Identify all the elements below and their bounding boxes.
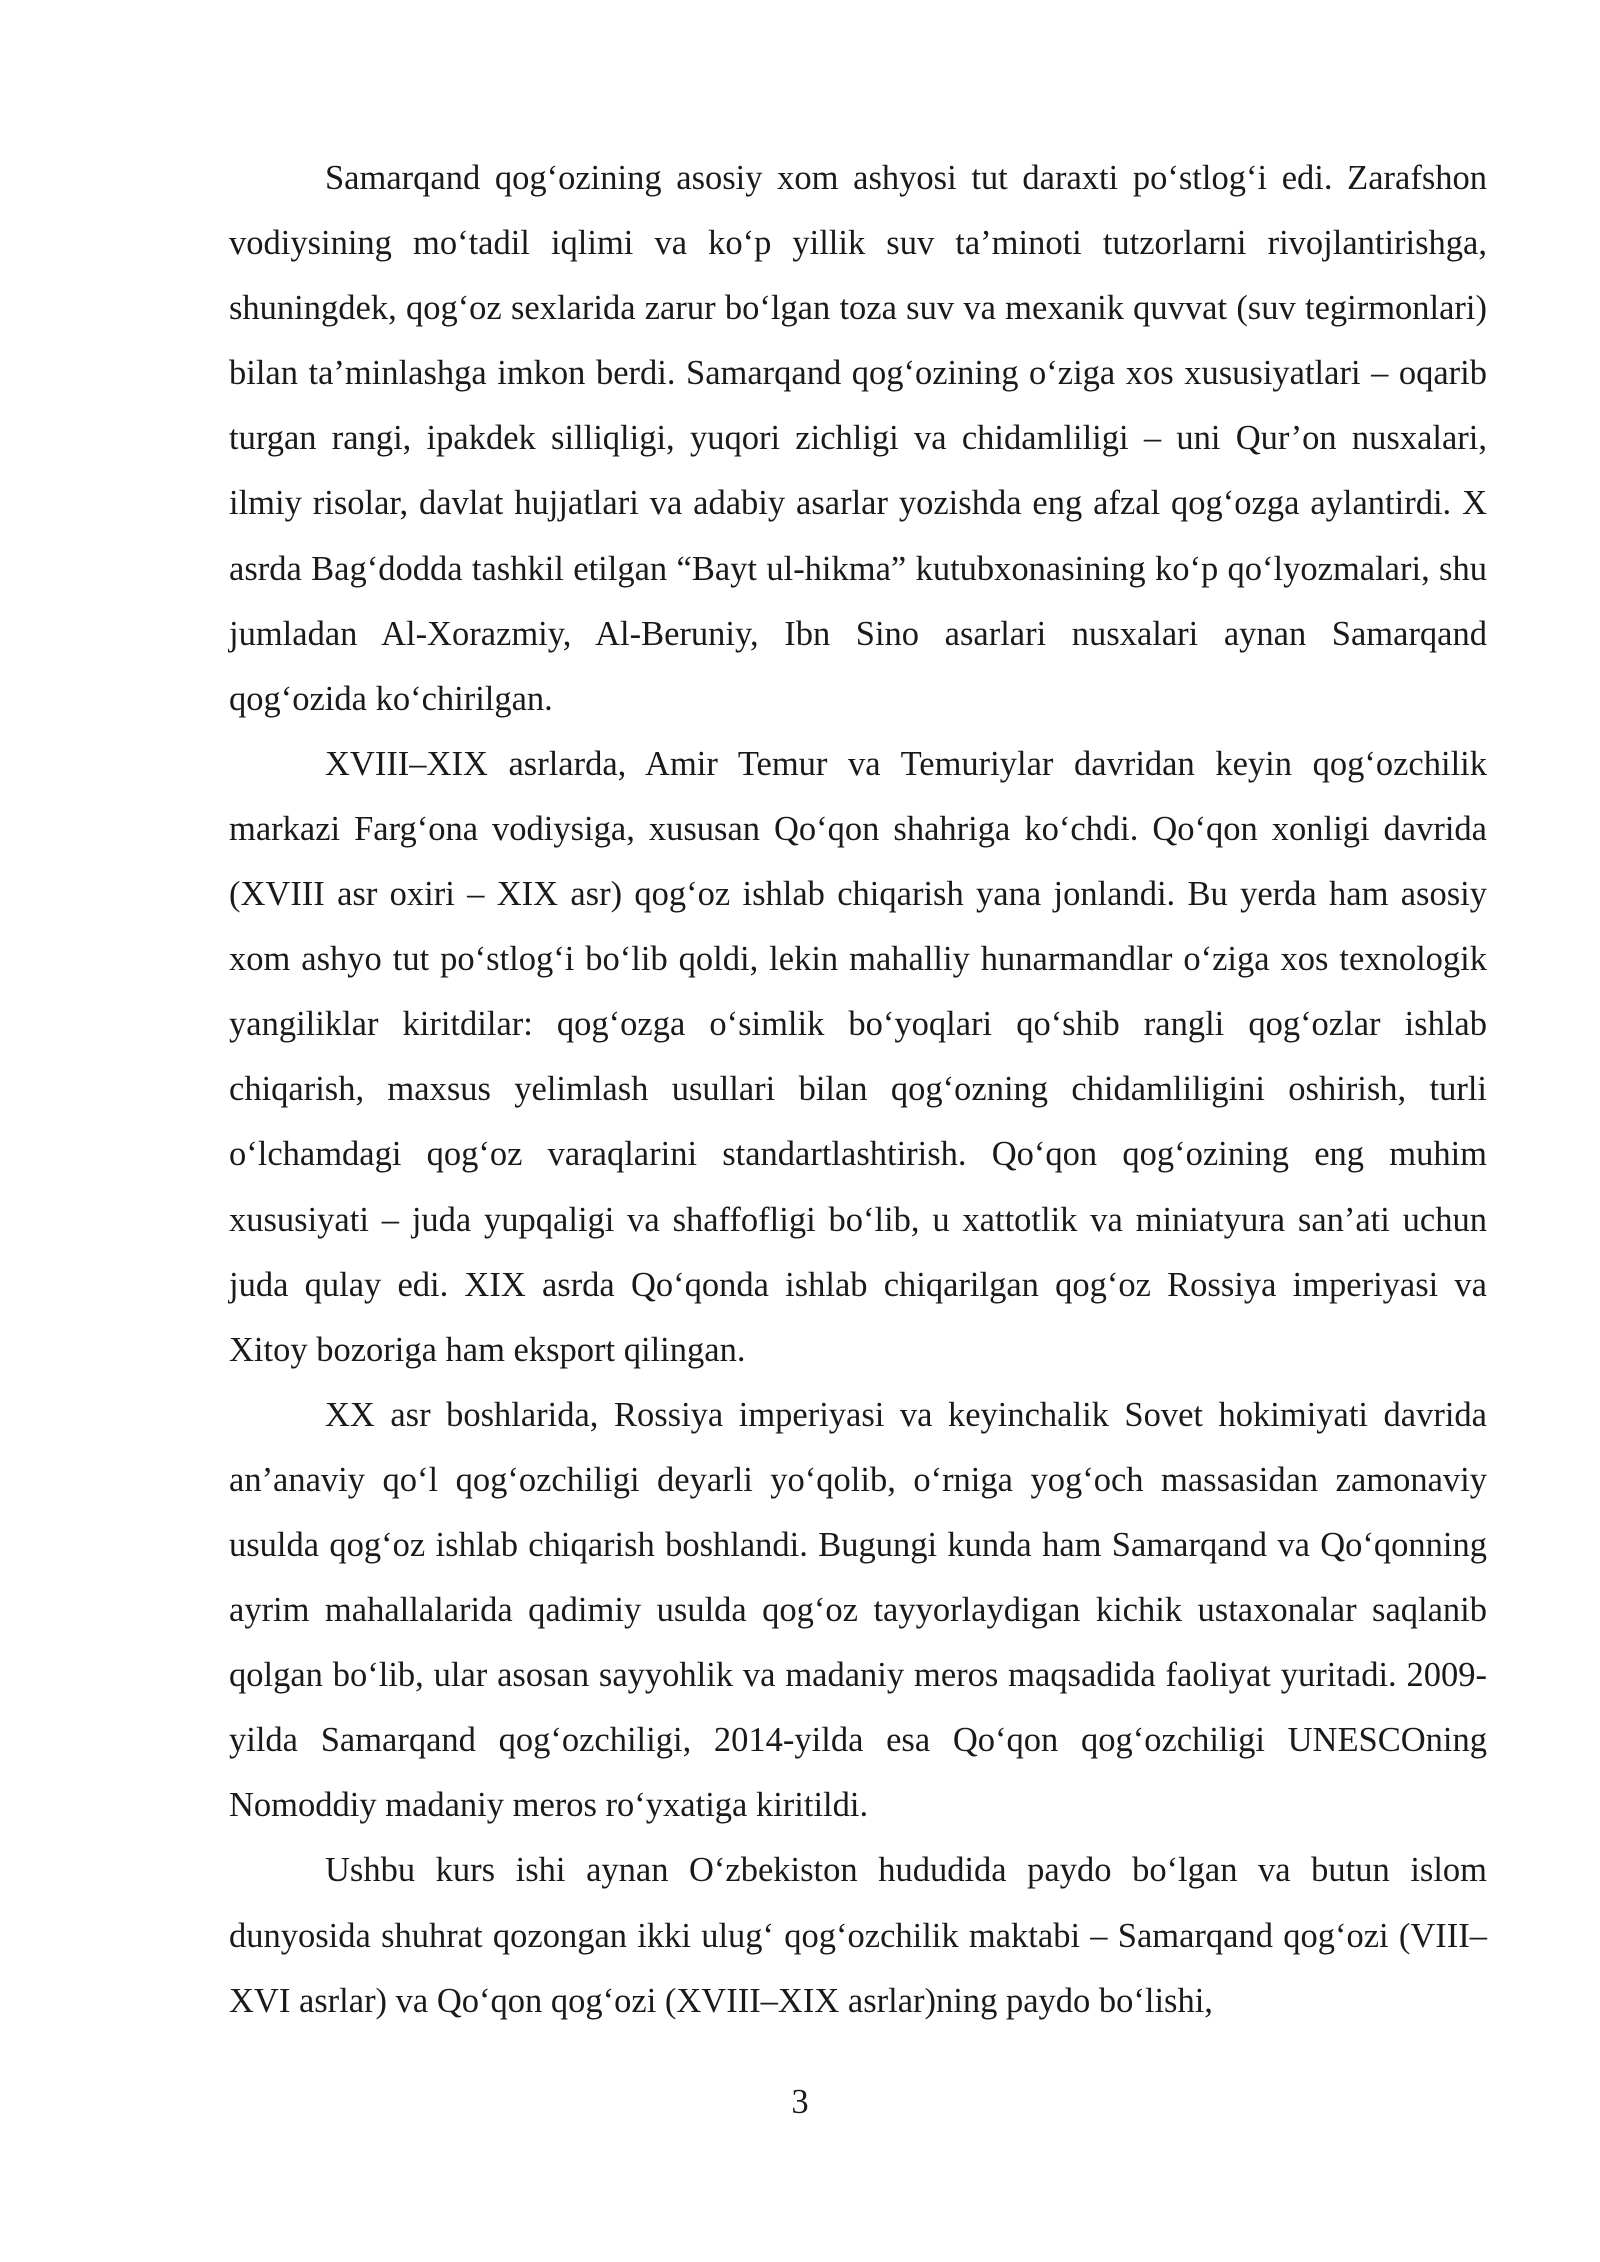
paragraph-1: Samarqand qog‘ozining asosiy xom ashyosi tut daraxti po‘stlog‘i edi. Zarafshon vodiysining mo‘tadil iqlimi va ko‘p yillik suv ta’minoti tutzorlarni rivojlantirishga, shuningdek, qog‘oz sexlarida zarur bo‘lgan toza suv va mexanik quvvat (suv tegirmonlari) bilan ta’minlashga imkon berdi. Samarqand qog‘ozining o‘ziga xos xususiyatlari – oqarib turgan rangi, ipakdek silliqligi, yuqori zichligi va chidamliligi – uni Qur’on nusxalari, ilmiy risolar, davlat hujjatlari va adabiy asarlar yozishda eng afzal qog‘ozga aylantirdi. X asrda Bag‘dodda tashkil etilgan “Bayt ul-hikma” kutubxonasining ko‘p qo‘lyozmalari, shu jumladan Al-Xorazmiy, Al-Beruniy, Ibn Sino asarlari nusxalari aynan Samarqand qog‘ozida ko‘chirilgan. (229, 159, 1487, 718)
paragraph-3: XX asr boshlarida, Rossiya imperiyasi va keyinchalik Sovet hokimiyati davrida an’anaviy qo‘l qog‘ozchiligi deyarli yo‘qolib, o‘rniga yog‘och massasidan zamonaviy usulda qog‘oz ishlab chiqarish boshlandi. Bugungi kunda ham Samarqand va Qo‘qonning ayrim mahallalarida qadimiy usulda qog‘oz tayyorlaydigan kichik ustaxonalar saqlanib qolgan bo‘lib, ular asosan sayyohlik va madaniy meros maqsadida faoliyat yuritadi. 2009-yilda Samarqand qog‘ozchiligi, 2014-yilda esa Qo‘qon qog‘ozchiligi UNESCOning Nomoddiy madaniy meros ro‘yxatiga kiritildi. (229, 1395, 1487, 1825)
paragraph-2: XVIII–XIX asrlarda, Amir Temur va Temuriylar davridan keyin qog‘ozchilik markazi Farg‘ona vodiysiga, xususan Qo‘qon shahriga ko‘chdi. Qo‘qon xonligi davrida (XVIII asr oxiri – XIX asr) qog‘oz ishlab chiqarish yana jonlandi. Bu yerda ham asosiy xom ashyo tut po‘stlog‘i bo‘lib qoldi, lekin mahalliy hunarmandlar o‘ziga xos texnologik yangiliklar kiritdilar: qog‘ozga o‘simlik bo‘yoqlari qo‘shib rangli qog‘ozlar ishlab chiqarish, maxsus yelimlash usullari bilan qog‘ozning chidamliligini oshirish, turli o‘lchamdagi qog‘oz varaqlarini standartlashtirish. Qo‘qon qog‘ozining eng muhim xususiyati – juda yupqaligi va shaffofligi bo‘lib, u xattotlik va miniatyura san’ati uchun juda qulay edi. XIX asrda Qo‘qonda ishlab chiqarilgan qog‘oz Rossiya imperiyasi va Xitoy bozoriga ham eksport qilingan. (229, 744, 1487, 1369)
page-number: 3 (791, 2083, 809, 2121)
body-text (229, 146, 1487, 2034)
paragraph-4: Ushbu kurs ishi aynan O‘zbekiston hududida paydo bo‘lgan va butun islom dunyosida shuhrat qozongan ikki ulug‘ qog‘ozchilik maktabi – Samarqand qog‘ozi (VIII–XVI asrlar) va Qo‘qon qog‘ozi (XVIII–XIX asrlar)ning paydo bo‘lishi, (229, 1851, 1487, 2020)
